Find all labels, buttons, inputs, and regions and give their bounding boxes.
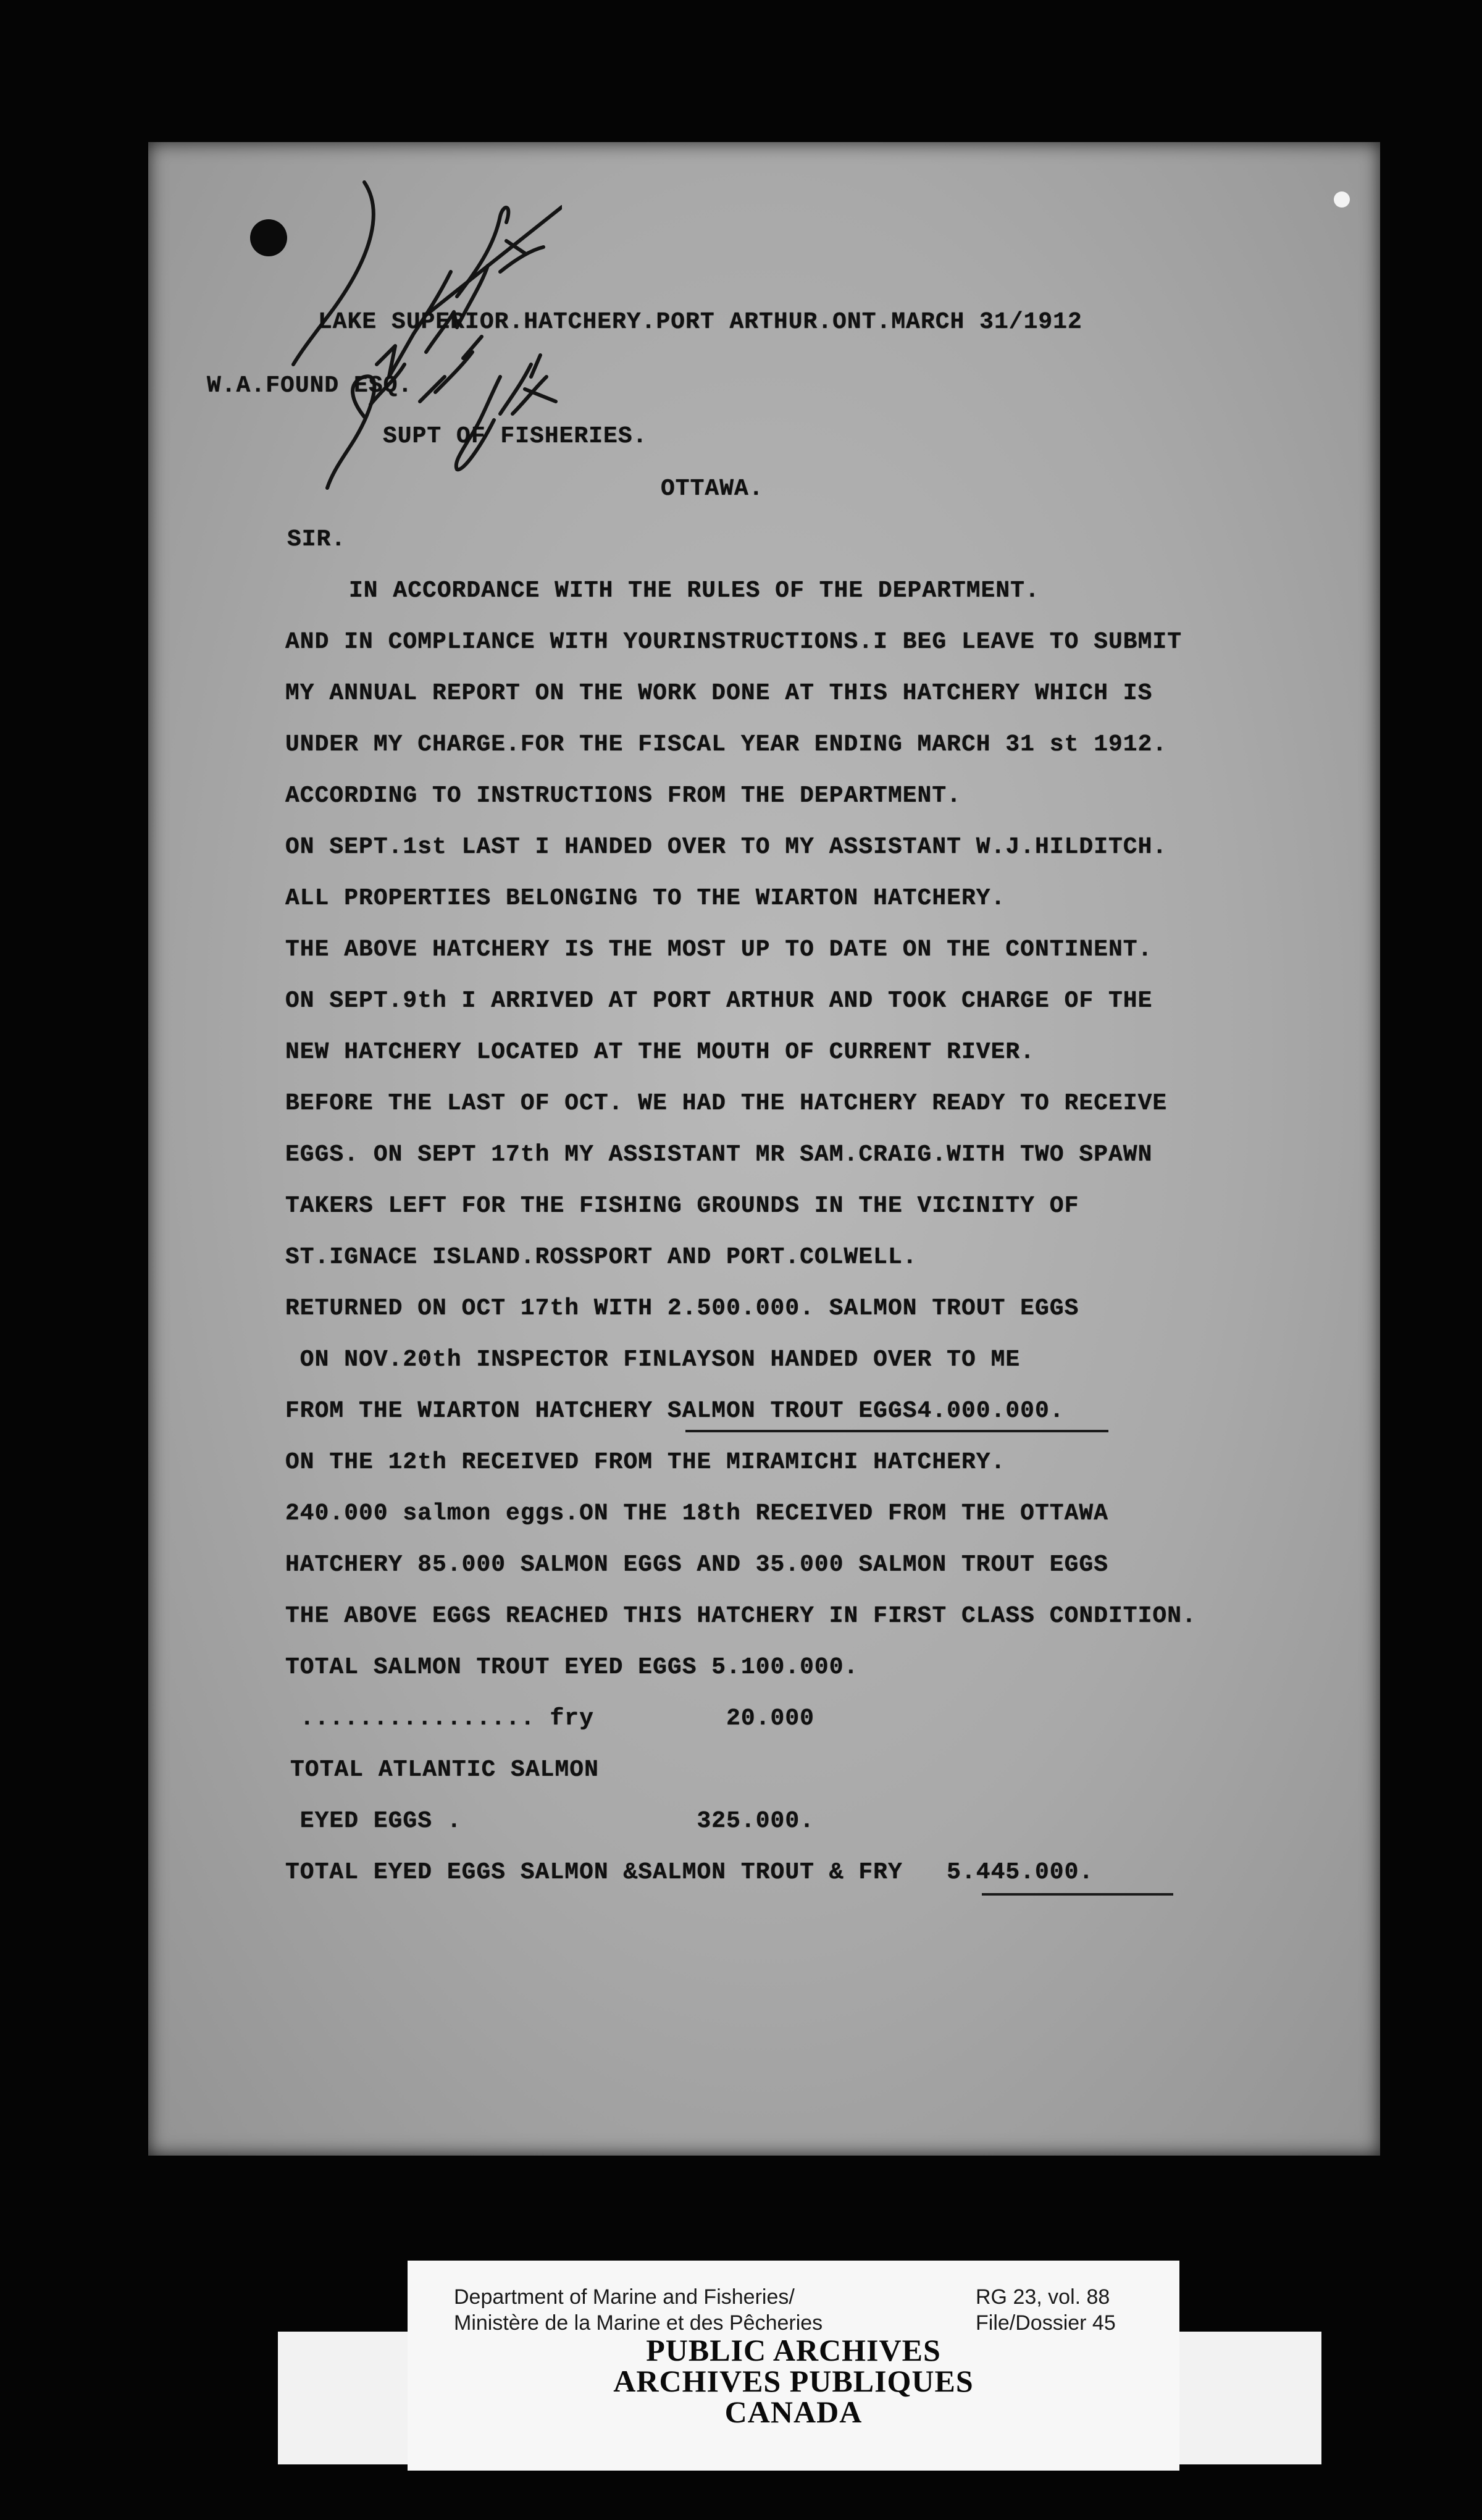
total-line: TOTAL EYED EGGS SALMON &SALMON TROUT & FRY 5.445.000. bbox=[285, 1859, 1094, 1886]
ink-speck bbox=[1334, 191, 1350, 208]
body-line-17: FROM THE WIARTON HATCHERY SALMON TROUT EGGS4.000.000. bbox=[285, 1398, 1065, 1424]
department-english: Department of Marine and Fisheries/ bbox=[454, 2285, 795, 2309]
archives-country: CANADA bbox=[724, 2395, 863, 2429]
atlantic-salmon-line: TOTAL ATLANTIC SALMON bbox=[290, 1757, 599, 1783]
body-line-16: ON NOV.20th INSPECTOR FINLAYSON HANDED OVER TO ME bbox=[285, 1346, 1021, 1373]
record-group: RG 23, vol. 88 bbox=[976, 2285, 1110, 2309]
body-line-11: BEFORE THE LAST OF OCT. WE HAD THE HATCHERY READY TO RECEIVE bbox=[285, 1090, 1168, 1117]
salutation: SIR. bbox=[287, 526, 346, 553]
archives-english: PUBLIC ARCHIVES bbox=[646, 2333, 941, 2367]
total-underline bbox=[982, 1893, 1173, 1896]
body-line-2: AND IN COMPLIANCE WITH YOURINSTRUCTIONS.I BEG LEAVE TO SUBMIT bbox=[285, 629, 1183, 655]
letter-page bbox=[148, 142, 1380, 2156]
department-french: Ministère de la Marine et des Pêcheries bbox=[454, 2311, 823, 2335]
label-tab-left bbox=[278, 2332, 420, 2464]
body-line-19: 240.000 salmon eggs.ON THE 18th RECEIVED FROM THE OTTAWA bbox=[285, 1500, 1109, 1527]
body-line-12: EGGS. ON SEPT 17th MY ASSISTANT MR SAM.CRAIG.WITH TWO SPAWN bbox=[285, 1141, 1153, 1168]
body-line-10: NEW HATCHERY LOCATED AT THE MOUTH OF CURRENT RIVER. bbox=[285, 1039, 1035, 1065]
body-line-13: TAKERS LEFT FOR THE FISHING GROUNDS IN THE VICINITY OF bbox=[285, 1193, 1079, 1219]
body-line-7: ALL PROPERTIES BELONGING TO THE WIARTON HATCHERY. bbox=[285, 885, 1006, 912]
archives-french: ARCHIVES PUBLIQUES bbox=[613, 2364, 974, 2398]
body-line-14: ST.IGNACE ISLAND.ROSSPORT AND PORT.COLWELL. bbox=[285, 1244, 918, 1270]
archive-label bbox=[278, 2261, 1328, 2471]
body-line-15: RETURNED ON OCT 17th WITH 2.500.000. SALMON TROUT EGGS bbox=[285, 1295, 1079, 1322]
eyed-eggs-line: EYED EGGS . 325.000. bbox=[285, 1808, 814, 1834]
body-line-20: HATCHERY 85.000 SALMON EGGS AND 35.000 SALMON TROUT EGGS bbox=[285, 1552, 1109, 1578]
label-body bbox=[408, 2261, 1179, 2471]
salmon-trout-underline bbox=[685, 1430, 1108, 1432]
fry-line: ................ fry 20.000 bbox=[285, 1705, 814, 1732]
addressee-city: OTTAWA. bbox=[661, 476, 764, 502]
body-line-5: ACCORDING TO INSTRUCTIONS FROM THE DEPARTMENT. bbox=[285, 783, 961, 809]
body-line-22: TOTAL SALMON TROUT EYED EGGS 5.100.000. bbox=[285, 1654, 859, 1681]
body-line-3: MY ANNUAL REPORT ON THE WORK DONE AT THIS HATCHERY WHICH IS bbox=[285, 680, 1153, 707]
body-line-18: ON THE 12th RECEIVED FROM THE MIRAMICHI HATCHERY. bbox=[285, 1449, 1006, 1476]
letter-heading: LAKE SUPERIOR.HATCHERY.PORT ARTHUR.ONT.MARCH 31/1912 bbox=[318, 309, 1082, 335]
label-tab-right bbox=[1167, 2332, 1321, 2464]
body-line-21: THE ABOVE EGGS REACHED THIS HATCHERY IN FIRST CLASS CONDITION. bbox=[285, 1603, 1197, 1629]
file-number: File/Dossier 45 bbox=[976, 2311, 1116, 2335]
handwritten-annotation-icon bbox=[241, 179, 562, 500]
addressee-name: W.A.FOUND ESQ. bbox=[207, 372, 413, 399]
body-line-8: THE ABOVE HATCHERY IS THE MOST UP TO DATE ON THE CONTINENT. bbox=[285, 936, 1153, 963]
body-line-9: ON SEPT.9th I ARRIVED AT PORT ARTHUR AND TOOK CHARGE OF THE bbox=[285, 988, 1153, 1014]
body-line-1: IN ACCORDANCE WITH THE RULES OF THE DEPARTMENT. bbox=[349, 578, 1040, 604]
addressee-title: SUPT OF FISHERIES. bbox=[383, 423, 648, 450]
body-line-6: ON SEPT.1st LAST I HANDED OVER TO MY ASSISTANT W.J.HILDITCH. bbox=[285, 834, 1168, 860]
body-line-4: UNDER MY CHARGE.FOR THE FISCAL YEAR ENDING MARCH 31 st 1912. bbox=[285, 731, 1168, 758]
